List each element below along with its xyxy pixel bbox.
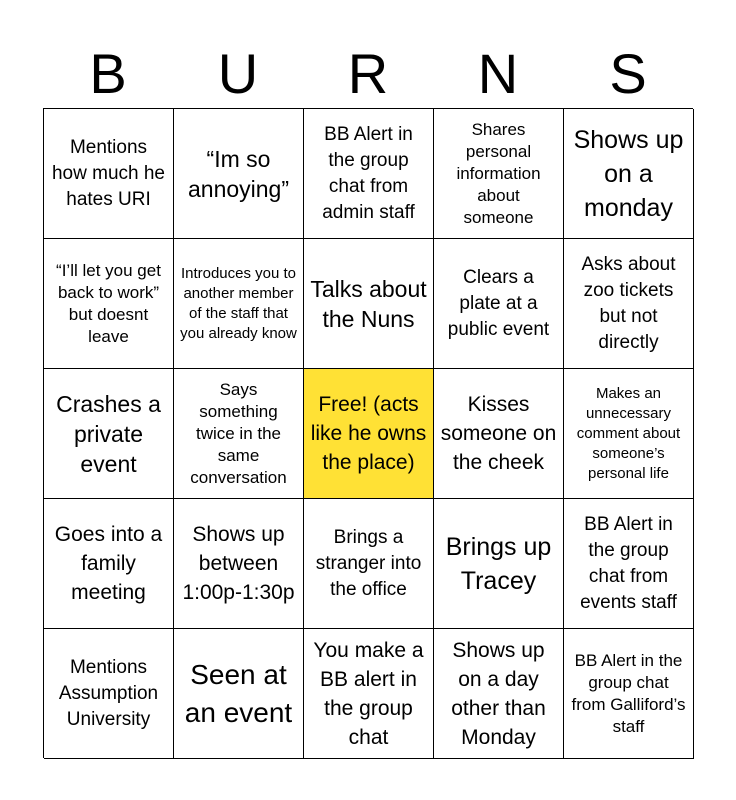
bingo-cell[interactable] <box>434 109 564 239</box>
bingo-cell[interactable] <box>434 629 564 759</box>
cell-text: Shares personal information about someone <box>456 119 541 227</box>
bingo-cell[interactable] <box>564 629 694 759</box>
cell-text: Goes into a family meeting <box>54 523 163 604</box>
bingo-cell[interactable] <box>564 369 694 499</box>
header-letter-b: B <box>89 42 127 105</box>
header-letter-n: N <box>477 42 519 105</box>
bingo-cell[interactable] <box>44 369 174 499</box>
cell-text: Seen at an event <box>184 658 293 728</box>
free-space-cell[interactable] <box>304 369 434 499</box>
cell-text: Makes an unnecessary comment about someone’s personal life <box>576 384 681 482</box>
cell-text: Talks about the Nuns <box>310 275 427 332</box>
header-letter-u: U <box>217 42 259 105</box>
bingo-cell[interactable] <box>174 499 304 629</box>
cell-text: Free! (acts like he owns the place) <box>310 393 427 474</box>
bingo-cell[interactable] <box>174 109 304 239</box>
bingo-cell[interactable] <box>434 369 564 499</box>
header-letter-r: R <box>347 42 389 105</box>
bingo-cell[interactable] <box>174 629 304 759</box>
header-letter-s: S <box>609 42 647 105</box>
bingo-header <box>43 40 693 108</box>
bingo-cell[interactable] <box>44 239 174 369</box>
cell-text: “Im so annoying” <box>187 145 290 202</box>
bingo-cell[interactable] <box>434 499 564 629</box>
cell-text: Crashes a private event <box>56 390 161 477</box>
cell-text: Introduces you to another member of the staff that you already know <box>180 264 297 342</box>
bingo-cell[interactable] <box>174 239 304 369</box>
bingo-cell[interactable] <box>44 629 174 759</box>
bingo-cell[interactable] <box>564 499 694 629</box>
cell-text: “I’ll let you get back to work” but doesnt leave <box>56 260 161 346</box>
cell-text: Mentions how much he hates URI <box>51 136 165 210</box>
bingo-cell[interactable] <box>434 239 564 369</box>
bingo-board <box>43 108 693 758</box>
bingo-cell[interactable] <box>44 499 174 629</box>
bingo-cell[interactable] <box>174 369 304 499</box>
cell-text: Brings up Tracey <box>445 532 552 595</box>
bingo-cell[interactable] <box>304 239 434 369</box>
bingo-cell[interactable] <box>44 109 174 239</box>
cell-text: Asks about zoo tickets but not directly <box>581 253 676 353</box>
cell-text: BB Alert in the group chat from events staff <box>580 513 677 613</box>
cell-text: Mentions Assumption University <box>58 656 159 730</box>
bingo-cell[interactable] <box>304 629 434 759</box>
cell-text: You make a BB alert in the group chat <box>313 638 424 749</box>
cell-text: Brings a stranger into the office <box>315 526 422 600</box>
bingo-cell[interactable] <box>304 499 434 629</box>
cell-text: Says something twice in the same conversation <box>190 379 287 487</box>
bingo-cell[interactable] <box>304 109 434 239</box>
cell-text: Shows up between 1:00p-1:30p <box>182 523 295 604</box>
cell-text: Shows up on a day other than Monday <box>451 638 546 749</box>
cell-text: Shows up on a monday <box>573 125 684 222</box>
cell-text: BB Alert in the group chat from Galliford’s staff <box>571 650 686 736</box>
cell-text: Clears a plate at a public event <box>447 266 550 340</box>
cell-text: Kisses someone on the cheek <box>440 393 557 474</box>
cell-text: BB Alert in the group chat from admin staff <box>322 123 415 223</box>
bingo-cell[interactable] <box>564 109 694 239</box>
bingo-cell[interactable] <box>564 239 694 369</box>
